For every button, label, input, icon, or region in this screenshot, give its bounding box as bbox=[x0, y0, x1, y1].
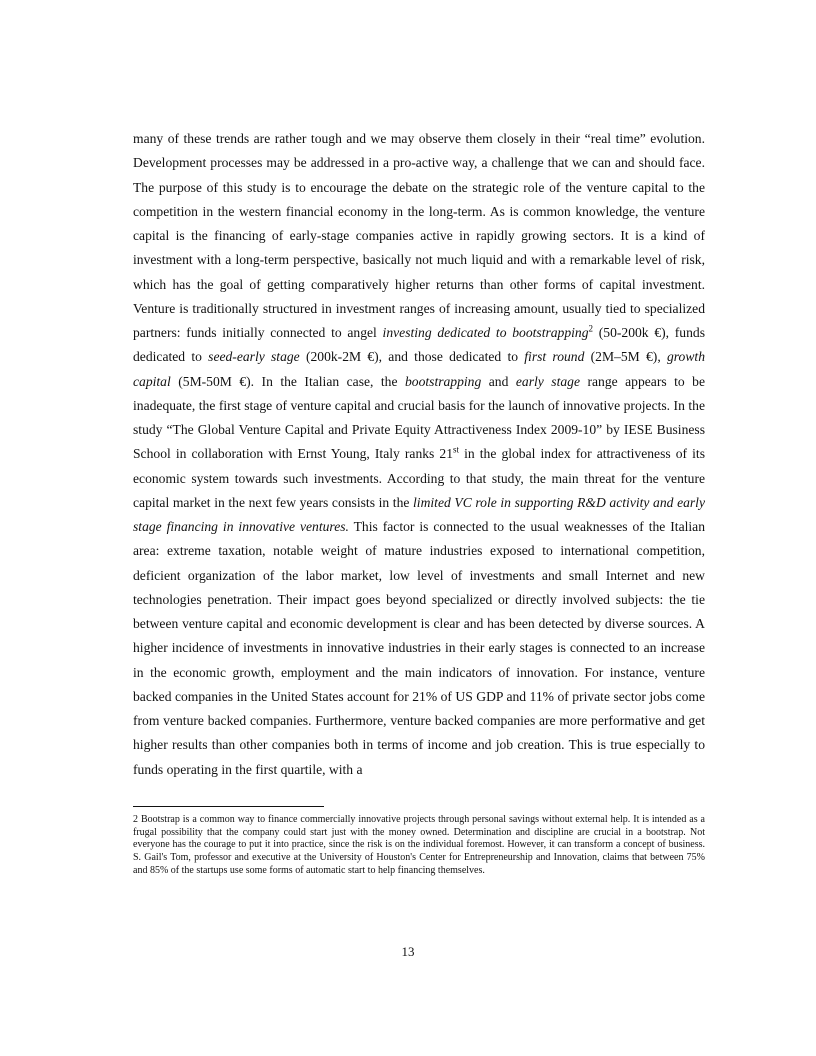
paragraph-text: (50-200k €), funds dedicated to bbox=[133, 325, 705, 365]
paragraph-text: This factor is connected to the usual weaknesses of the Italian area: extreme taxation, notable weight of mature industries exposed to international competition, deficient organization of the labor market, low level of investments and small Internet and new technologies penetration. Their impact goes beyond specialized or directly involved subjects: the tie between venture capital and economic development is clear and has been detected by diverse sources. A higher incidence of investments in innovative industries in their early stages is connected to an increase in the economic growth, employment and the main indicators of innovation. For instance, venture backed companies in the United States account for 21% of US GDP and 11% of private sector jobs come from venture backed companies. Furthermore, venture backed companies are more performative and get higher results than other companies both in terms of income and job creation. This is true especially to funds operating in the first quartile, with a bbox=[133, 519, 705, 777]
paragraph-text: range appears to be inadequate, the first stage of venture capital and crucial basis for the launch of innovative projects. In the study “The Global Venture Capital and Private Equity Attractiveness Index 2009-10” by IESE Business School in collaboration with Ernst Young, Italy ranks 21 bbox=[133, 373, 705, 462]
italic-phrase: limited VC role in supporting R&D activity and early stage financing in innovative ventures. bbox=[133, 494, 705, 534]
paragraph-text: in the global index for attractiveness of its economic system towards such investments. According to that study, the main threat for the venture capital market in the next few years consists in the bbox=[133, 446, 705, 510]
italic-phrase: investing dedicated to bootstrapping bbox=[382, 325, 589, 340]
paragraph-text: (200k-2M €), and those dedicated to bbox=[299, 349, 525, 365]
italic-phrase: early stage bbox=[515, 373, 580, 389]
italic-phrase: growth capital bbox=[133, 349, 705, 389]
italic-phrase: first round bbox=[524, 349, 585, 365]
italic-phrase: bootstrapping bbox=[404, 373, 482, 389]
footnote-separator bbox=[133, 806, 324, 807]
paragraph-text: (2M–5M €), bbox=[584, 349, 667, 365]
paragraph-text: (5M-50M €). In the Italian case, the bbox=[170, 373, 405, 389]
footnote-reference[interactable]: 2 bbox=[588, 323, 594, 334]
paragraph-text: many of these trends are rather tough and we may observe them closely in their “real time” evolution. Development processes may be addressed in a pro-active way, a challenge that we can and should face. The purpose of this study is to encourage the debate on the strategic role of the venture capital to the competition in the western financial economy in the long-term. As is common knowledge, the venture capital is the financing of early-stage companies active in rapidly growing sectors. It is a kind of investment with a long-term perspective, basically not much liquid and with a remarkable level of risk, which has the goal of getting comparatively higher returns than other forms of capital investment. Venture is traditionally structured in investment ranges of increasing amount, usually tied to specialized partners: funds initially connected to angel bbox=[133, 131, 705, 340]
footnote: 2 Bootstrap is a common way to finance commercially innovative projects through personal savings without external help. It is intended as a frugal possibility that the company could start just with the money owned. Determination and discipline are crucial in a bootstrap. Not everyone has the courage to put it into practice, since the risk is on the individual foremost. However, it can transform a concept of business. S. Gail's Tom, professor and executive at the University of Houston's Center for Entrepreneurship and Innovation, claims that between 75% and 85% of the startups use some forms of automatic start to help financing themselves. bbox=[133, 814, 705, 876]
page-number: 13 bbox=[401, 944, 415, 959]
ordinal-superscript: st bbox=[453, 444, 460, 455]
italic-phrase: seed-early stage bbox=[208, 349, 300, 365]
body-paragraph bbox=[133, 127, 705, 782]
paragraph-text: and bbox=[481, 373, 516, 389]
